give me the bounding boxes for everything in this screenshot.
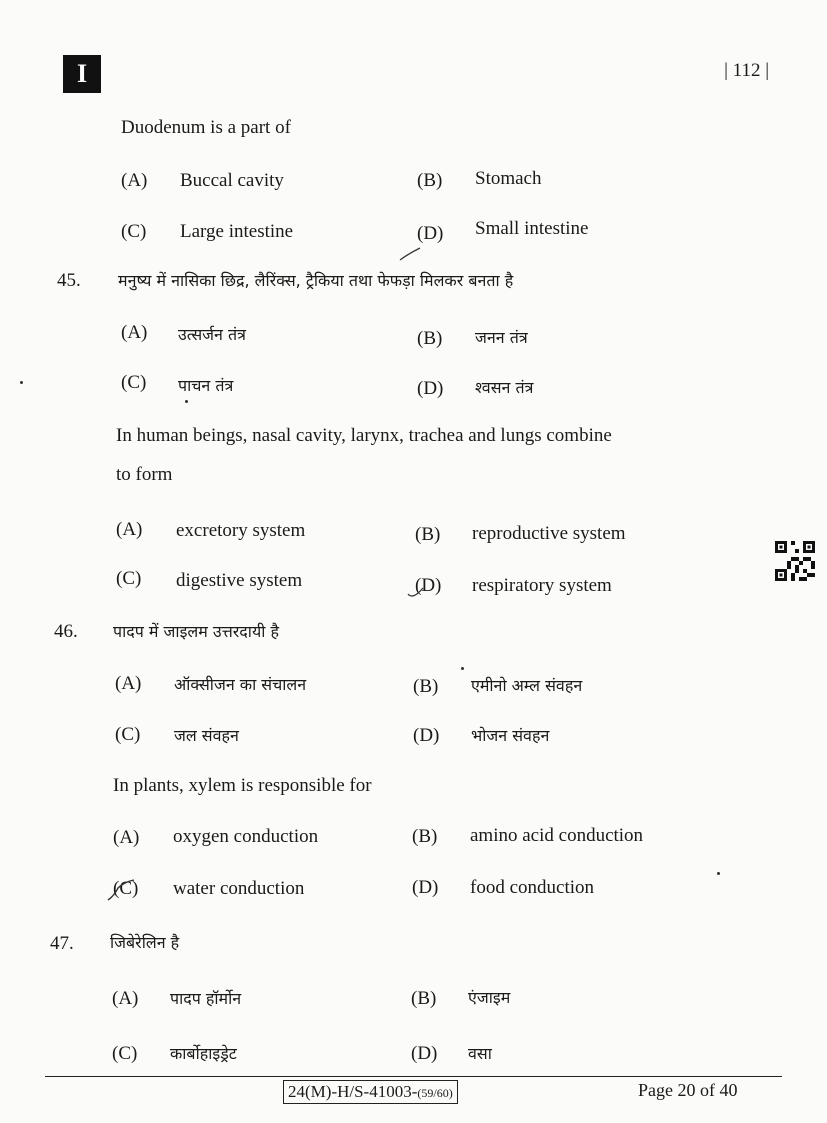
paper-code bbox=[283, 1080, 458, 1104]
q46-number: 46. bbox=[54, 621, 78, 642]
q47-hin-opt-a-text: पादप हॉर्मोन bbox=[170, 989, 242, 1008]
q45-eng-opt-c-text: digestive system bbox=[176, 570, 303, 591]
q45-number: 45. bbox=[57, 270, 81, 291]
q45-eng-opt-b-label: (B) bbox=[415, 524, 441, 545]
q45-eng-opt-d-text: respiratory system bbox=[472, 575, 612, 596]
q47-hin-opt-d-label: (D) bbox=[411, 1043, 438, 1064]
paper-code-small: (59/60) bbox=[417, 1086, 453, 1100]
q46-hin-opt-a-text: ऑक्सीजन का संचालन bbox=[174, 675, 307, 694]
q46-eng-opt-c-text: water conduction bbox=[173, 878, 305, 899]
qr-code-icon bbox=[775, 541, 815, 581]
q46-eng-opt-a-label: (A) bbox=[113, 827, 140, 848]
q44-opt-c-label: (C) bbox=[121, 221, 147, 242]
page-marker: | 112 | bbox=[724, 60, 769, 81]
tick-mark-icon bbox=[398, 244, 424, 264]
q46-eng-opt-b-text: amino acid conduction bbox=[470, 825, 644, 846]
q45-hin-opt-b-text: जनन तंत्र bbox=[475, 328, 528, 347]
q45-eng-opt-d-label: (D) bbox=[415, 575, 442, 596]
q47-hin-opt-c-text: कार्बोहाइड्रेट bbox=[170, 1044, 237, 1063]
q45-eng-opt-b-text: reproductive system bbox=[472, 523, 626, 544]
q46-hindi-question: पादप में जाइलम उत्तरदायी है bbox=[113, 622, 279, 641]
q46-hin-opt-d-text: भोजन संवहन bbox=[471, 726, 550, 745]
q47-number: 47. bbox=[50, 933, 74, 954]
tick-mark-icon bbox=[405, 584, 427, 602]
q46-hin-opt-d-label: (D) bbox=[413, 725, 440, 746]
q47-hin-opt-d-text: वसा bbox=[468, 1044, 492, 1063]
paper-code-main: 24(M)-H/S-41003- bbox=[288, 1082, 418, 1101]
section-badge: I bbox=[63, 55, 101, 93]
q44-opt-d-text: Small intestine bbox=[475, 218, 589, 239]
q45-eng-opt-c-label: (C) bbox=[116, 568, 142, 589]
q44-opt-a-text: Buccal cavity bbox=[180, 170, 284, 191]
q44-opt-b-text: Stomach bbox=[475, 168, 542, 189]
stray-dot bbox=[717, 872, 720, 875]
footer-rule bbox=[45, 1076, 782, 1077]
q44-opt-a-label: (A) bbox=[121, 170, 148, 191]
q46-hin-opt-c-label: (C) bbox=[115, 724, 141, 745]
q45-hin-opt-d-label: (D) bbox=[417, 378, 444, 399]
q45-english-line1: In human beings, nasal cavity, larynx, trachea and lungs combine bbox=[116, 425, 612, 446]
q44-opt-d-label: (D) bbox=[417, 223, 444, 244]
q46-eng-opt-b-label: (B) bbox=[412, 826, 438, 847]
stray-dot bbox=[20, 381, 23, 384]
stray-dot bbox=[185, 400, 188, 403]
q45-hin-opt-c-label: (C) bbox=[121, 372, 147, 393]
tick-mark-icon bbox=[104, 878, 140, 906]
q46-eng-opt-a-text: oxygen conduction bbox=[173, 826, 319, 847]
q44-text: Duodenum is a part of bbox=[121, 117, 291, 138]
q45-hin-opt-c-text: पाचन तंत्र bbox=[178, 376, 234, 395]
q44-opt-b-label: (B) bbox=[417, 170, 443, 191]
q47-hindi-question: जिबेरेलिन है bbox=[110, 933, 180, 952]
q46-eng-opt-c-label: (C) bbox=[113, 878, 139, 899]
q47-hin-opt-a-label: (A) bbox=[112, 988, 139, 1009]
q46-eng-opt-d-label: (D) bbox=[412, 877, 439, 898]
stray-dot bbox=[461, 667, 464, 670]
q46-eng-opt-d-text: food conduction bbox=[470, 877, 595, 898]
q45-hin-opt-d-text: श्वसन तंत्र bbox=[475, 378, 534, 397]
q47-hin-opt-b-text: एंजाइम bbox=[468, 988, 511, 1007]
page-number: Page 20 of 40 bbox=[638, 1080, 738, 1100]
q45-hin-opt-b-label: (B) bbox=[417, 328, 443, 349]
q45-hin-opt-a-label: (A) bbox=[121, 322, 148, 343]
q45-hindi-question: मनुष्य में नासिका छिद्र, लैरिंक्स, ट्रैकिया तथा फेफड़ा मिलकर बनता है bbox=[118, 271, 514, 290]
q46-hin-opt-b-label: (B) bbox=[413, 676, 439, 697]
q45-hin-opt-a-text: उत्सर्जन तंत्र bbox=[178, 325, 246, 344]
q44-opt-c-text: Large intestine bbox=[180, 221, 294, 242]
q45-english-line2: to form bbox=[116, 464, 173, 485]
q45-eng-opt-a-text: excretory system bbox=[176, 520, 306, 541]
q46-hin-opt-b-text: एमीनो अम्ल संवहन bbox=[471, 676, 583, 695]
q46-english-question: In plants, xylem is responsible for bbox=[113, 775, 372, 796]
q46-hin-opt-a-label: (A) bbox=[115, 673, 142, 694]
q47-hin-opt-b-label: (B) bbox=[411, 988, 437, 1009]
q45-eng-opt-a-label: (A) bbox=[116, 519, 143, 540]
q47-hin-opt-c-label: (C) bbox=[112, 1043, 138, 1064]
q46-hin-opt-c-text: जल संवहन bbox=[174, 726, 239, 745]
